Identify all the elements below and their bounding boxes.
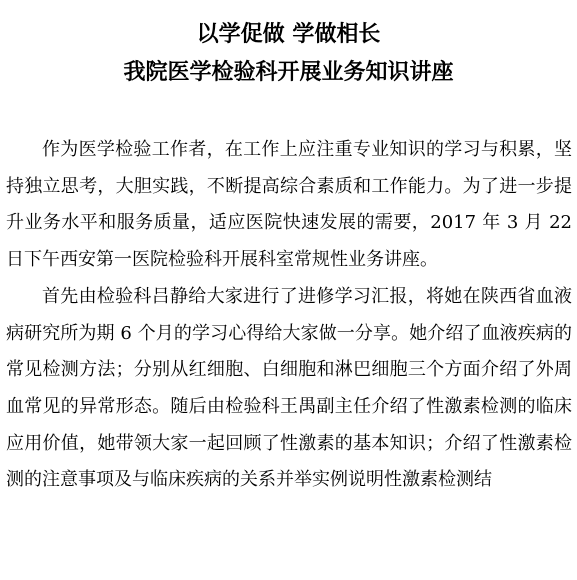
document-title-line-1: 以学促做 学做相长 — [196, 22, 381, 47]
body-paragraph-1: 作为医学检验工作者，在工作上应注重专业知识的学习与积累，坚持独立思考，大胆实践，不断提高综合素质和工作能力。为了进一步提升业务水平和服务质量，适应医院快速发展的需要，2017 年 3 月 22 日下午西安第一医院检验科开展科室常规性业务讲座。 — [6, 139, 572, 271]
document-body — [6, 132, 572, 499]
body-paragraph-2: 首先由检验科吕静给大家进行了进修学习汇报，将她在陕西省血液病研究所为期 6 个月的学习心得给大家做一分享。她介绍了血液疾病的常见检测方法；分别从红细胞、白细胞和淋巴细胞三个方面介绍了外周血常见的异常形态。随后由检验科王禺副主任介绍了性激素检测的临床应用价值，她带领大家一起回顾了性激素的基本知识；介绍了性激素检测的注意事项及与临床疾病的关系并举实例说明性激素检测结 — [6, 285, 572, 491]
document-title-line-2: 我院医学检验科开展业务知识讲座 — [123, 60, 454, 85]
